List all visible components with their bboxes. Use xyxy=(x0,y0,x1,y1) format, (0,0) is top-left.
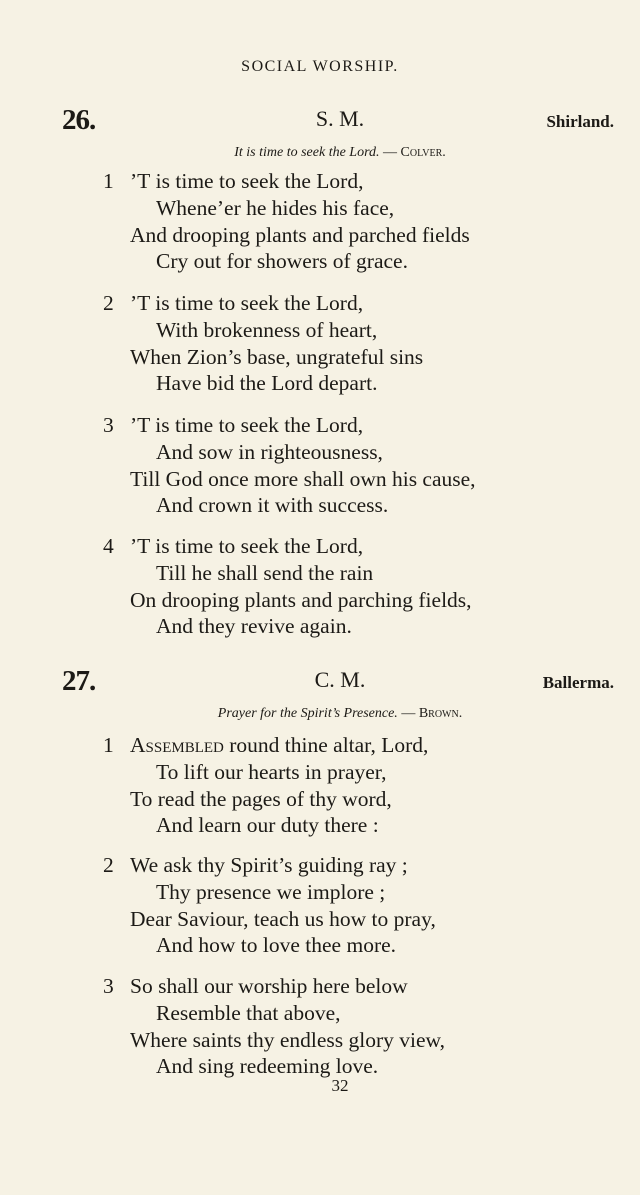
verse-line xyxy=(0,533,640,560)
running-header: SOCIAL WORSHIP. xyxy=(241,58,399,75)
verse-line: Till he shall send the rain xyxy=(156,560,374,585)
subtitle-dash: — xyxy=(379,145,401,160)
verse-line xyxy=(0,732,640,759)
verse-line: When Zion’s base, ungrateful sins xyxy=(130,344,424,369)
verse-lead: We xyxy=(130,853,159,877)
verse-lead: ’T xyxy=(130,534,150,558)
verse-line: Whene’er he hides his face, xyxy=(156,195,395,220)
hymn-meter: C. M. xyxy=(314,667,366,692)
verse-line: With brokenness of heart, xyxy=(156,317,378,342)
verse-line: Where saints thy endless glory view, xyxy=(130,1027,446,1052)
verse xyxy=(0,533,640,640)
hymn-tune: Shirland. xyxy=(546,112,614,131)
hymn-tune: Ballerma. xyxy=(542,673,614,692)
verse-number: 1 xyxy=(103,169,114,193)
verse xyxy=(0,290,640,397)
hymn-number: 27. xyxy=(62,665,96,697)
hymn-subtitle xyxy=(0,706,640,722)
hymn-number: 26. xyxy=(62,104,96,136)
verse-line xyxy=(0,168,640,195)
verse-first-text: round thine altar, Lord, xyxy=(223,733,429,757)
verse-line: Cry out for showers of grace. xyxy=(156,249,408,274)
subtitle-text: It is time to seek the Lord. xyxy=(234,145,380,160)
verse-lead: ’T xyxy=(130,291,150,315)
verse-line: And sing redeeming love. xyxy=(156,1054,379,1079)
verse-line: And learn our duty there : xyxy=(156,813,379,838)
verse-line xyxy=(0,852,640,879)
verse-line xyxy=(0,973,640,1000)
verse-lead: ’T xyxy=(130,169,151,193)
verse-line: Have bid the Lord depart. xyxy=(156,371,378,396)
verse-first-text: shall our worship here below xyxy=(152,974,408,998)
subtitle-text: Prayer for the Spirit’s Presence. xyxy=(217,706,398,721)
subtitle-dash: — xyxy=(397,706,419,721)
verse-line: And crown it with success. xyxy=(156,493,389,518)
verse xyxy=(0,973,640,1080)
hymn-heading xyxy=(0,665,640,699)
verse-number: 4 xyxy=(103,534,114,558)
verse-line xyxy=(0,412,640,439)
verse-line: And sow in righteousness, xyxy=(156,439,383,464)
verse-lead: Assembled xyxy=(130,733,224,757)
verse-line: And how to love thee more. xyxy=(156,933,397,958)
hymn-meter: S. M. xyxy=(315,106,365,131)
verse xyxy=(0,412,640,519)
verse-line: Thy presence we implore ; xyxy=(156,879,386,904)
verse-line: Till God once more shall own his cause, xyxy=(130,466,476,491)
verse-first-text: ask thy Spirit’s guiding ray ; xyxy=(158,853,408,877)
verse-line: To read the pages of thy word, xyxy=(130,786,392,811)
verse-line: On drooping plants and parching fields, xyxy=(130,587,472,612)
verse-first-text: is time to seek the Lord, xyxy=(149,534,364,558)
hymn-author: Brown. xyxy=(418,706,463,721)
verse-number: 3 xyxy=(103,974,114,998)
verse-line xyxy=(0,290,640,317)
verse-first-text: is time to seek the Lord, xyxy=(149,291,364,315)
verse xyxy=(0,732,640,839)
verse-first-text: is time to seek the Lord, xyxy=(150,169,364,193)
verse-line: To lift our hearts in prayer, xyxy=(156,759,387,784)
verse-lead: ’T xyxy=(130,413,150,437)
verse-line: And they revive again. xyxy=(156,614,352,639)
hymn-subtitle xyxy=(0,145,640,161)
verse-number: 2 xyxy=(103,853,114,877)
hymn-heading xyxy=(0,104,640,138)
verse-first-text: is time to seek the Lord, xyxy=(149,413,364,437)
verse xyxy=(0,168,640,275)
verse xyxy=(0,852,640,959)
verse-line: Dear Saviour, teach us how to pray, xyxy=(130,906,436,931)
verse-line: And drooping plants and parched fields xyxy=(130,222,470,247)
hymn-author: Colver. xyxy=(400,145,446,160)
verse-number: 1 xyxy=(103,733,114,757)
page-number: 32 xyxy=(331,1076,349,1095)
verse-number: 2 xyxy=(103,291,114,315)
verse-number: 3 xyxy=(103,413,114,437)
verse-line: Resemble that above, xyxy=(156,1000,341,1025)
verse-lead: So xyxy=(130,974,153,998)
